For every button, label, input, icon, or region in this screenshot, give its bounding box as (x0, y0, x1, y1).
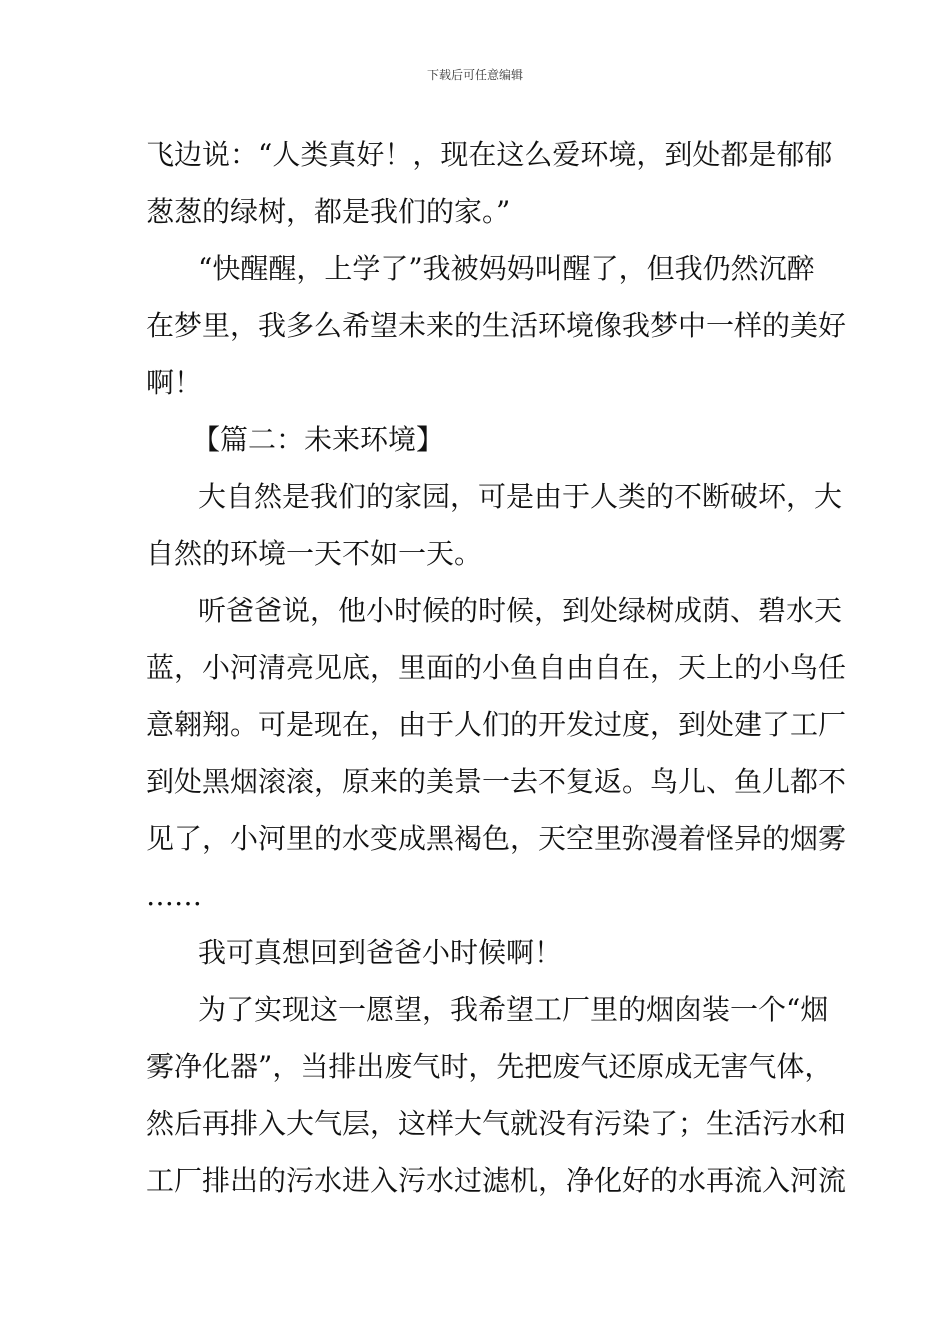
text-line: …… (146, 879, 202, 912)
text-line: 自然的环境一天不如一天。 (146, 537, 483, 570)
text-line: 工厂排出的污水进入污水过滤机，净化好的水再流入河流 (146, 1164, 847, 1197)
text-line: “快醒醒，上学了”我被妈妈叫醒了，但我仍然沉醉 (198, 252, 815, 285)
text-line: 然后再排入大气层，这样大气就没有污染了；生活污水和 (146, 1107, 847, 1140)
text-line: 飞边说：“人类真好！，现在这么爱环境，到处都是郁郁 (146, 138, 833, 171)
section-heading: 【篇二：未来环境】 (192, 423, 445, 456)
text-line: 葱葱的绿树，都是我们的家。” (146, 195, 511, 228)
text-line: 为了实现这一愿望，我希望工厂里的烟囱装一个“烟 (198, 993, 829, 1026)
text-line: 听爸爸说，他小时候的时候，到处绿树成荫、碧水天 (198, 594, 843, 627)
text-line: 大自然是我们的家园，可是由于人类的不断破坏，大 (198, 480, 843, 513)
text-line: 雾净化器”，当排出废气时，先把废气还原成无害气体， (146, 1050, 833, 1083)
document-body (146, 126, 847, 1209)
text-line: 我可真想回到爸爸小时候啊！ (198, 936, 563, 969)
text-line: 啊！ (146, 366, 203, 399)
text-line: 意翱翔。可是现在，由于人们的开发过度，到处建了工厂 (146, 708, 847, 741)
text-line: 蓝，小河清亮见底，里面的小鱼自由自在，天上的小鸟任 (146, 651, 847, 684)
text-line: 见了，小河里的水变成黑褐色，天空里弥漫着怪异的烟雾 (146, 822, 847, 855)
text-line: 到处黑烟滚滚，原来的美景一去不复返。鸟儿、鱼儿都不 (146, 765, 847, 798)
page-header: 下载后可任意编辑 (426, 68, 523, 82)
text-line: 在梦里，我多么希望未来的生活环境像我梦中一样的美好 (146, 309, 847, 342)
